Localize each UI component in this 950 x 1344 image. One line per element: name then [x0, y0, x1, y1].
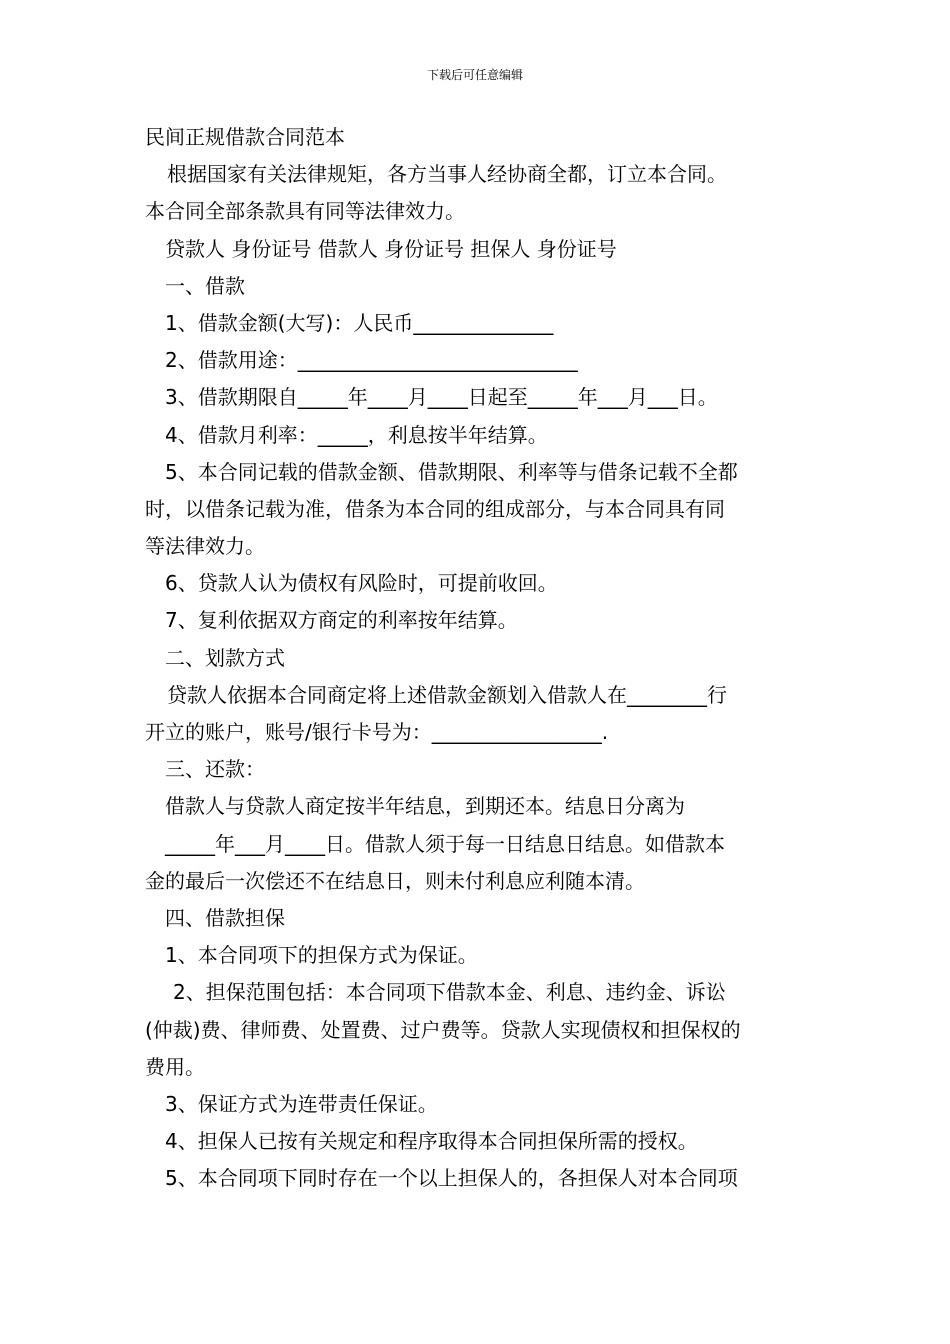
document-line: 5、本合同项下同时存在一个以上担保人的，各担保人对本合同项	[165, 1166, 738, 1191]
document-line: 2、借款用途：____________________________	[165, 348, 578, 373]
document-line: 7、复利依据双方商定的利率按年结算。	[165, 608, 518, 633]
document-line: 本合同全部条款具有同等法律效力。	[145, 199, 465, 224]
document-line: 5、本合同记载的借款金额、借款期限、利率等与借条记载不全都	[165, 459, 738, 484]
document-line: 金的最后一次偿还不在结息日，则未付利息应利随本清。	[145, 868, 645, 893]
document-line: 贷款人依据本合同商定将上述借款金额划入借款人在________行	[167, 682, 727, 707]
document-line: 4、借款月利率：_____，利息按半年结算。	[165, 422, 548, 447]
document-line: 时，以借条记载为准，借条为本合同的组成部分，与本合同具有同	[145, 496, 725, 521]
document-line: 借款人与贷款人商定按半年结息，到期还本。结息日分离为	[165, 794, 685, 819]
document-line: 三、还款：	[165, 757, 265, 782]
document-line: 3、保证方式为连带责任保证。	[165, 1091, 438, 1116]
header-note: 下载后可任意编辑	[426, 68, 523, 82]
document-line: 等法律效力。	[145, 534, 265, 559]
document-line: 费用。	[145, 1054, 205, 1079]
document-line: 一、借款	[165, 273, 245, 298]
document-line: _____年___月____日。借款人须于每一日结息日结息。如借款本	[165, 831, 725, 856]
document-line: 1、借款金额(大写)：人民币______________	[165, 310, 554, 335]
document-line: 1、本合同项下的担保方式为保证。	[165, 943, 478, 968]
document-title: 民间正规借款合同范本	[145, 125, 345, 149]
document-line: 2、担保范围包括：本合同项下借款本金、利息、违约金、诉讼	[173, 980, 726, 1005]
document-line: 4、担保人已按有关规定和程序取得本合同担保所需的授权。	[165, 1129, 698, 1154]
document-line: 6、贷款人认为债权有风险时，可提前收回。	[165, 571, 558, 596]
document-line: 二、划款方式	[165, 645, 285, 670]
document-line: 根据国家有关法律规矩，各方当事人经协商全都，订立本合同。	[167, 162, 727, 187]
document-body	[145, 119, 810, 1197]
document-line: (仲裁)费、律师费、处置费、过户费等。贷款人实现债权和担保权的	[145, 1017, 741, 1042]
document-line: 3、借款期限自_____年____月____日起至_____年___月___日。	[165, 385, 718, 410]
document-line: 开立的账户，账号/银行卡号为：_________________.	[145, 720, 609, 744]
document-line: 四、借款担保	[165, 905, 285, 930]
document-line: 贷款人 身份证号 借款人 身份证号 担保人 身份证号	[165, 236, 617, 261]
